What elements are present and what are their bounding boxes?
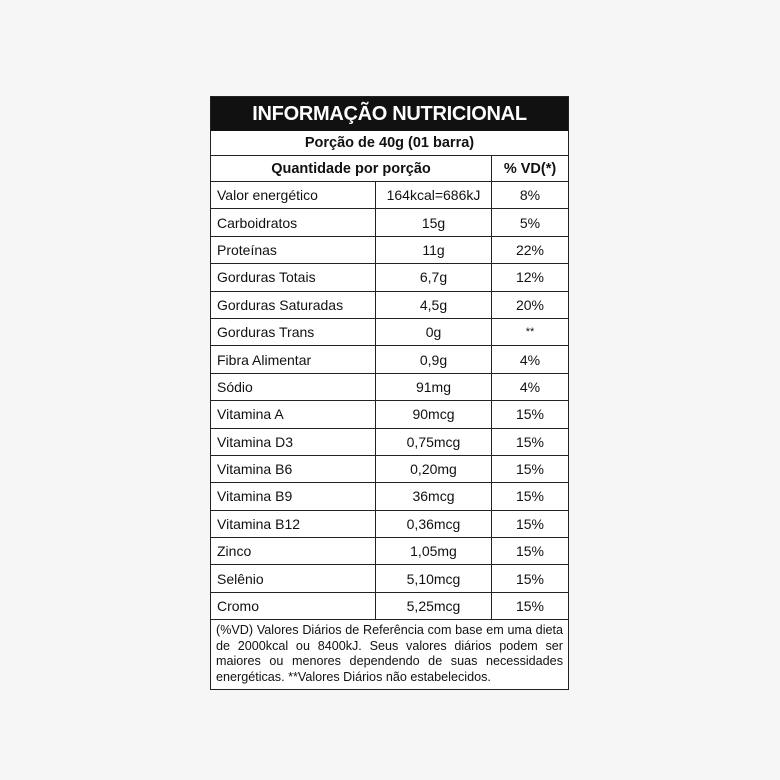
table-row: [211, 237, 568, 264]
portion-size: Porção de 40g (01 barra): [211, 131, 568, 156]
nutrient-name: Cromo: [211, 593, 376, 619]
table-row: [211, 511, 568, 538]
nutrient-name: Valor energético: [211, 182, 376, 208]
table-header: [211, 156, 568, 182]
table-row: [211, 456, 568, 483]
nutrient-daily-value: 15%: [515, 433, 545, 450]
nutrient-daily-value: 4%: [519, 351, 541, 368]
nutrient-name: Sódio: [211, 374, 376, 400]
nutrient-amount: 0,75mcg: [376, 429, 492, 455]
table-row: [211, 319, 568, 346]
nutrient-daily-value: 12%: [515, 269, 545, 286]
nutrient-amount: 90mcg: [376, 401, 492, 427]
nutrient-amount: 91mg: [376, 374, 492, 400]
nutrient-amount: 5,10mcg: [376, 565, 492, 591]
nutrient-amount: 164kcal=686kJ: [376, 182, 492, 208]
table-row: [211, 182, 568, 209]
nutrition-facts-table: [210, 96, 569, 690]
table-row: [211, 429, 568, 456]
nutrient-name: Fibra Alimentar: [211, 346, 376, 372]
nutrient-daily-value: **: [525, 326, 535, 339]
nutrient-daily-value: 15%: [515, 406, 545, 423]
table-row: [211, 209, 568, 236]
nutrient-daily-value: 22%: [515, 241, 545, 258]
nutrient-amount: 5,25mcg: [376, 593, 492, 619]
nutrient-amount: 0g: [376, 319, 492, 345]
nutrient-rows: [211, 182, 568, 620]
nutrient-name: Vitamina B9: [211, 483, 376, 509]
nutrient-name: Gorduras Trans: [211, 319, 376, 345]
nutrient-name: Selênio: [211, 565, 376, 591]
table-row: [211, 483, 568, 510]
nutrient-name: Proteínas: [211, 237, 376, 263]
nutrient-daily-value: 15%: [515, 543, 545, 560]
header-daily-value: % VD(*): [503, 160, 557, 177]
table-row: [211, 565, 568, 592]
table-row: [211, 264, 568, 291]
table-row: [211, 292, 568, 319]
table-row: [211, 346, 568, 373]
table-row: [211, 374, 568, 401]
nutrient-daily-value: 15%: [515, 570, 545, 587]
nutrient-daily-value: 15%: [515, 515, 545, 532]
nutrient-name: Vitamina B12: [211, 511, 376, 537]
nutrient-daily-value: 15%: [515, 598, 545, 615]
header-quantity: Quantidade por porção: [211, 156, 492, 181]
nutrient-amount: 15g: [376, 209, 492, 235]
nutrient-name: Gorduras Saturadas: [211, 292, 376, 318]
nutrient-daily-value: 8%: [519, 187, 541, 204]
footnote: (%VD) Valores Diários de Referência com base em uma dieta de 2000kcal ou 8400kJ. Seus valores diários podem ser maiores ou menores dependendo de suas necessidades energéticas. **Valores Diários não estabelecidos.: [216, 623, 563, 685]
table-row: [211, 401, 568, 428]
table-row: [211, 593, 568, 620]
nutrient-daily-value: 5%: [519, 214, 541, 231]
nutrient-amount: 0,20mg: [376, 456, 492, 482]
nutrient-name: Carboidratos: [211, 209, 376, 235]
table-title: INFORMAÇÃO NUTRICIONAL: [211, 97, 568, 131]
table-row: [211, 538, 568, 565]
nutrient-amount: 6,7g: [376, 264, 492, 290]
nutrient-daily-value: 20%: [515, 296, 545, 313]
nutrient-amount: 36mcg: [376, 483, 492, 509]
nutrient-daily-value: 15%: [515, 488, 545, 505]
nutrient-daily-value: 4%: [519, 378, 541, 395]
nutrient-amount: 0,9g: [376, 346, 492, 372]
nutrient-amount: 0,36mcg: [376, 511, 492, 537]
nutrient-amount: 11g: [376, 237, 492, 263]
nutrient-name: Vitamina A: [211, 401, 376, 427]
nutrient-daily-value: 15%: [515, 461, 545, 478]
nutrient-name: Zinco: [211, 538, 376, 564]
nutrient-amount: 1,05mg: [376, 538, 492, 564]
nutrient-name: Vitamina D3: [211, 429, 376, 455]
nutrient-amount: 4,5g: [376, 292, 492, 318]
nutrient-name: Vitamina B6: [211, 456, 376, 482]
nutrient-name: Gorduras Totais: [211, 264, 376, 290]
